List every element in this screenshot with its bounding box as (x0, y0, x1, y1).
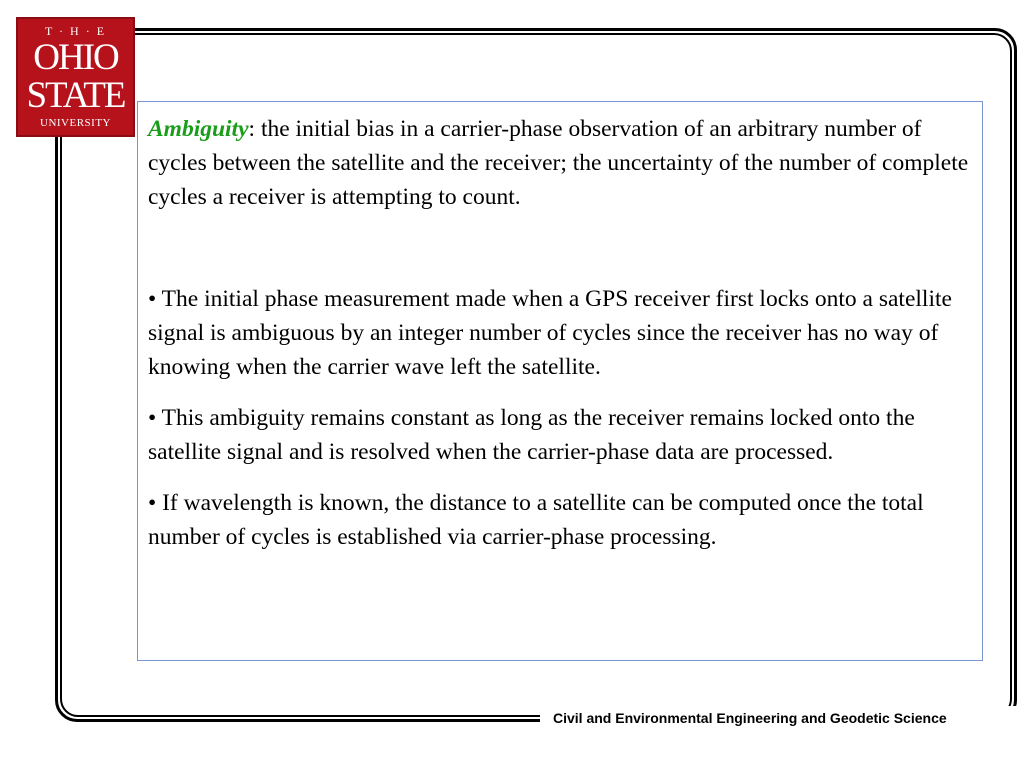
bullet-item: • If wavelength is known, the distance to a satellite can be computed once the total number of cycles is established via carrier-phase processing. (148, 490, 924, 550)
logo-ohio: OHIO (33, 37, 118, 78)
logo-state: STATE (26, 75, 125, 116)
logo-university: UNIVERSITY (40, 117, 111, 129)
content-box (137, 101, 983, 661)
definition-paragraph (148, 112, 972, 214)
university-logo (16, 17, 135, 137)
definition-term: Ambiguity (148, 116, 249, 142)
footer-department: Civil and Environmental Engineering and Geodetic Science (553, 710, 947, 726)
logo-the: T · H · E (44, 24, 107, 38)
bullet-item: • This ambiguity remains constant as long as the receiver remains locked onto the satellite signal and is resolved when the carrier-phase data are processed. (148, 405, 915, 465)
bullet-item: • The initial phase measurement made when a GPS receiver first locks onto a satellite signal is ambiguous by an integer number of cycles since the receiver has no way of knowing when the carrier wave left the satellite. (148, 286, 952, 380)
definition-text: : the initial bias in a carrier-phase observation of an arbitrary number of cycles between the satellite and the receiver; the uncertainty of the number of complete cycles a receiver is attempting to count. (148, 116, 969, 210)
